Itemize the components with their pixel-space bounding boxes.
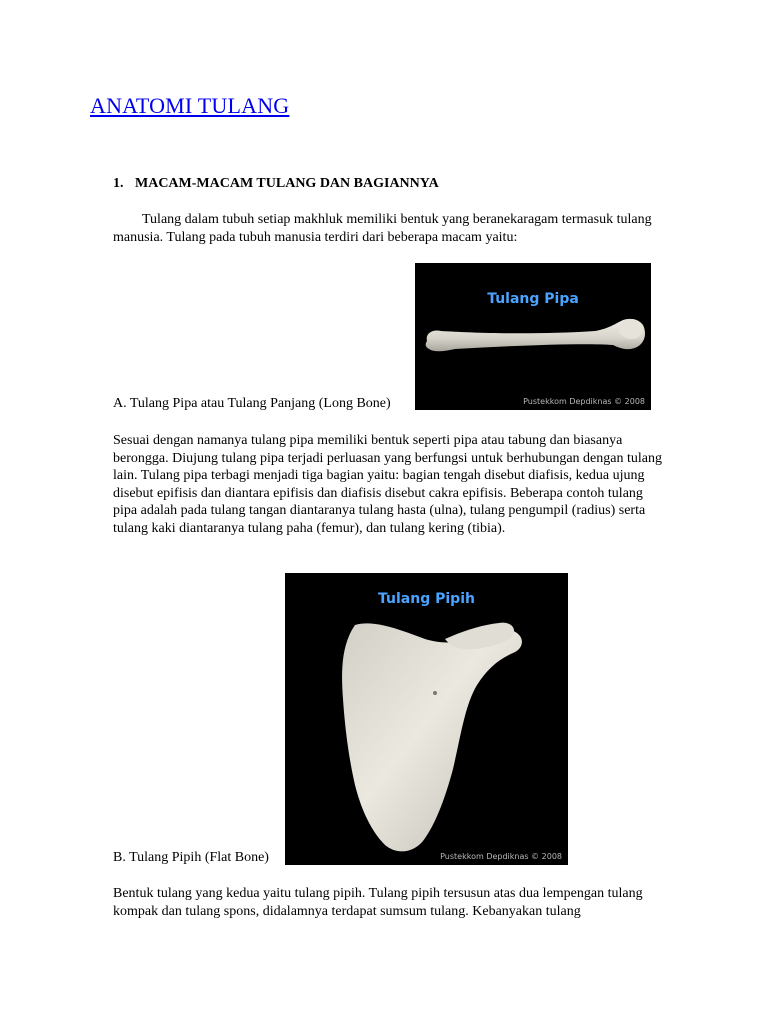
flat-bone-image-label: Tulang Pipih <box>378 591 475 607</box>
figure-b-caption: B. Tulang Pipih (Flat Bone) <box>113 850 269 865</box>
long-bone-paragraph: Sesuai dengan namanya tulang pipa memiliki bentuk seperti pipa atau tabung dan biasanya berongga. Diujung tulang pipa terjadi perluasan yang berfungsi untuk berhubungan dengan tulang lain. Tulang pipa terbagi menjadi tiga bagian yaitu: bagian tengah disebut diafisis, kedua ujung disebut epifisis dan diantara epifisis dan diafisis disebut cakra epifisis. Beberapa contoh tulang pipa adalah pada tulang tangan diantaranya tulang hasta (ulna), tulang pengumpil (radius) serta tulang kaki diantaranya tulang paha (femur), dan tulang kering (tibia). <box>113 433 662 536</box>
figure-a-caption: A. Tulang Pipa atau Tulang Panjang (Long Bone) <box>113 396 391 411</box>
flat-bone-image <box>285 573 568 865</box>
intro-paragraph: Tulang dalam tubuh setiap makhluk memiliki bentuk yang beranekaragam termasuk tulang manusia. Tulang pada tubuh manusia terdiri dari beberapa macam yaitu: <box>113 212 652 245</box>
section-heading-text: MACAM-MACAM TULANG DAN BAGIANNYA <box>135 176 439 191</box>
long-bone-image-credit: Pustekkom Depdiknas © 2008 <box>523 397 645 406</box>
section-heading <box>113 176 439 192</box>
long-bone-illustration <box>415 263 651 410</box>
flat-bone-image-credit: Pustekkom Depdiknas © 2008 <box>440 852 562 861</box>
flat-bone-illustration <box>285 573 568 865</box>
long-bone-image-label: Tulang Pipa <box>487 291 579 307</box>
long-bone-image <box>415 263 651 410</box>
document-title[interactable]: ANATOMI TULANG <box>90 93 290 118</box>
section-number: 1. <box>113 176 124 191</box>
flat-bone-paragraph: Bentuk tulang yang kedua yaitu tulang pipih. Tulang pipih tersusun atas dua lempengan tulang kompak dan tulang spons, didalamnya terdapat sumsum tulang. Kebanyakan tulang <box>113 886 643 919</box>
